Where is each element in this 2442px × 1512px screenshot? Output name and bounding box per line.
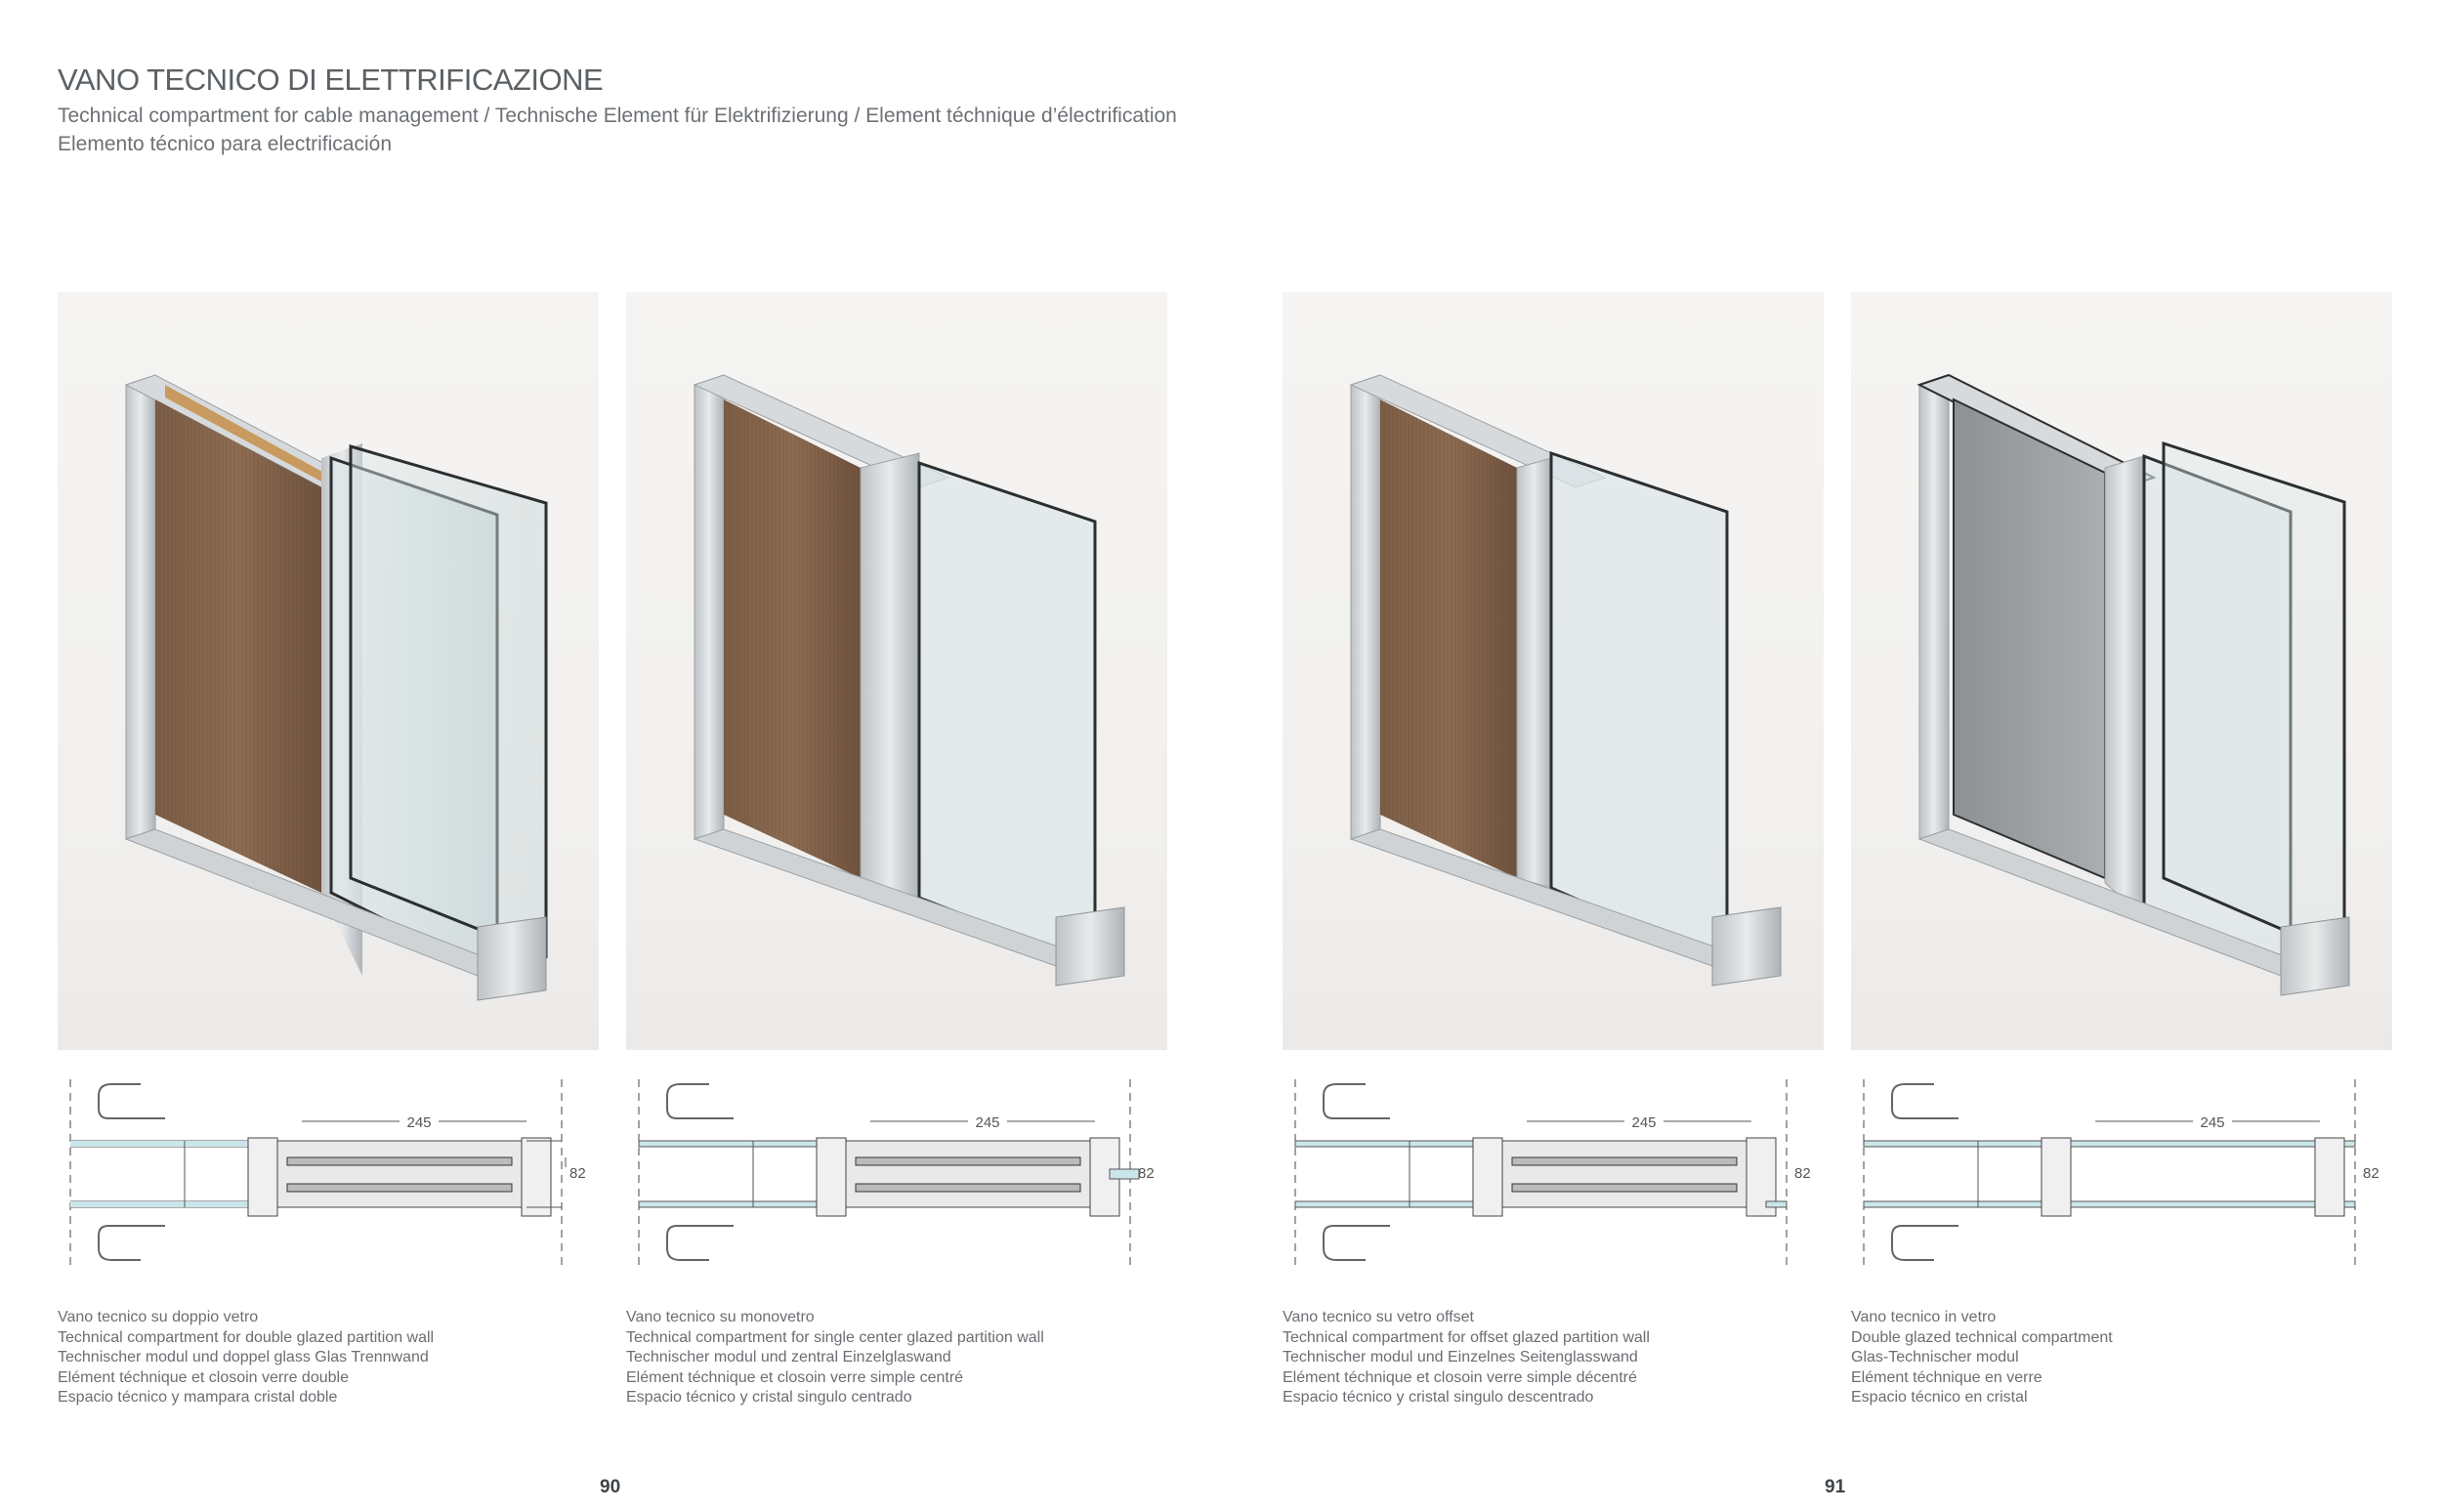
caption-line: Technischer modul und zentral Einzelglaswand <box>626 1349 951 1365</box>
subtitle-line: Elemento técnico para electrificación <box>58 133 393 155</box>
dimension-width: 245 <box>406 1114 432 1131</box>
caption-line: Double glazed technical compartment <box>1851 1328 2113 1346</box>
caption-line: Elément téchnique et closoin verre double <box>58 1368 349 1386</box>
page-number-right: 91 <box>1825 1477 1846 1497</box>
caption-line: Glas-Technischer modul <box>1851 1349 2019 1365</box>
page-number-left: 90 <box>600 1477 621 1497</box>
caption-line: Espacio técnico y cristal singulo centrado <box>626 1389 912 1406</box>
product-caption <box>58 1308 644 1408</box>
caption-line: Technical compartment for double glazed partition wall <box>58 1328 435 1346</box>
caption-line: Vano tecnico su monovetro <box>626 1309 815 1325</box>
dimension-depth: 82 <box>1794 1165 1811 1182</box>
caption-line: Elément téchnique en verre <box>1851 1368 2042 1386</box>
product-photo-double-glazed <box>58 292 599 1050</box>
dimension-width: 245 <box>2200 1114 2225 1131</box>
dimension-depth: 82 <box>569 1165 586 1182</box>
product-caption <box>1283 1308 1869 1408</box>
caption-line: Vano tecnico su vetro offset <box>1283 1309 1474 1325</box>
product-caption <box>626 1308 1212 1408</box>
section-drawing-single-center-glazed <box>626 1074 1167 1270</box>
product-photo-offset-glazed <box>1283 292 1824 1050</box>
caption-line: Technischer modul und Einzelnes Seitenglasswand <box>1283 1349 1638 1365</box>
caption-line: Vano tecnico su doppio vetro <box>58 1309 259 1325</box>
section-drawing-glass-compartment <box>1851 1074 2392 1270</box>
dimension-depth: 82 <box>1138 1165 1155 1182</box>
section-drawing-double-glazed <box>58 1074 599 1270</box>
caption-line: Elément téchnique et closoin verre simple centré <box>626 1368 964 1386</box>
product-photo-glass-compartment <box>1851 292 2392 1050</box>
caption-line: Espacio técnico en cristal <box>1851 1389 2028 1406</box>
page-title: VANO TECNICO DI ELETTRIFICAZIONE <box>58 63 604 97</box>
product-caption <box>1851 1308 2437 1408</box>
subtitle-line: Technical compartment for cable management / Technische Element für Elektrifizierung / Element téchnique d’électrification <box>58 105 1177 127</box>
caption-line: Espacio técnico y mampara cristal doble <box>58 1389 338 1406</box>
caption-line: Technical compartment for offset glazed partition wall <box>1283 1328 1650 1346</box>
section-drawing-offset-glazed <box>1283 1074 1824 1270</box>
page-subtitle <box>58 102 1327 158</box>
caption-line: Espacio técnico y cristal singulo descentrado <box>1283 1389 1594 1406</box>
product-photo-single-center-glazed <box>626 292 1167 1050</box>
dimension-depth: 82 <box>2363 1165 2379 1182</box>
dimension-width: 245 <box>975 1114 1000 1131</box>
caption-line: Technical compartment for single center glazed partition wall <box>626 1328 1044 1346</box>
caption-line: Vano tecnico in vetro <box>1851 1309 1997 1325</box>
caption-line: Technischer modul und doppel glass Glas Trennwand <box>58 1349 429 1365</box>
dimension-width: 245 <box>1631 1114 1657 1131</box>
caption-line: Elément téchnique et closoin verre simple décentré <box>1283 1368 1637 1386</box>
